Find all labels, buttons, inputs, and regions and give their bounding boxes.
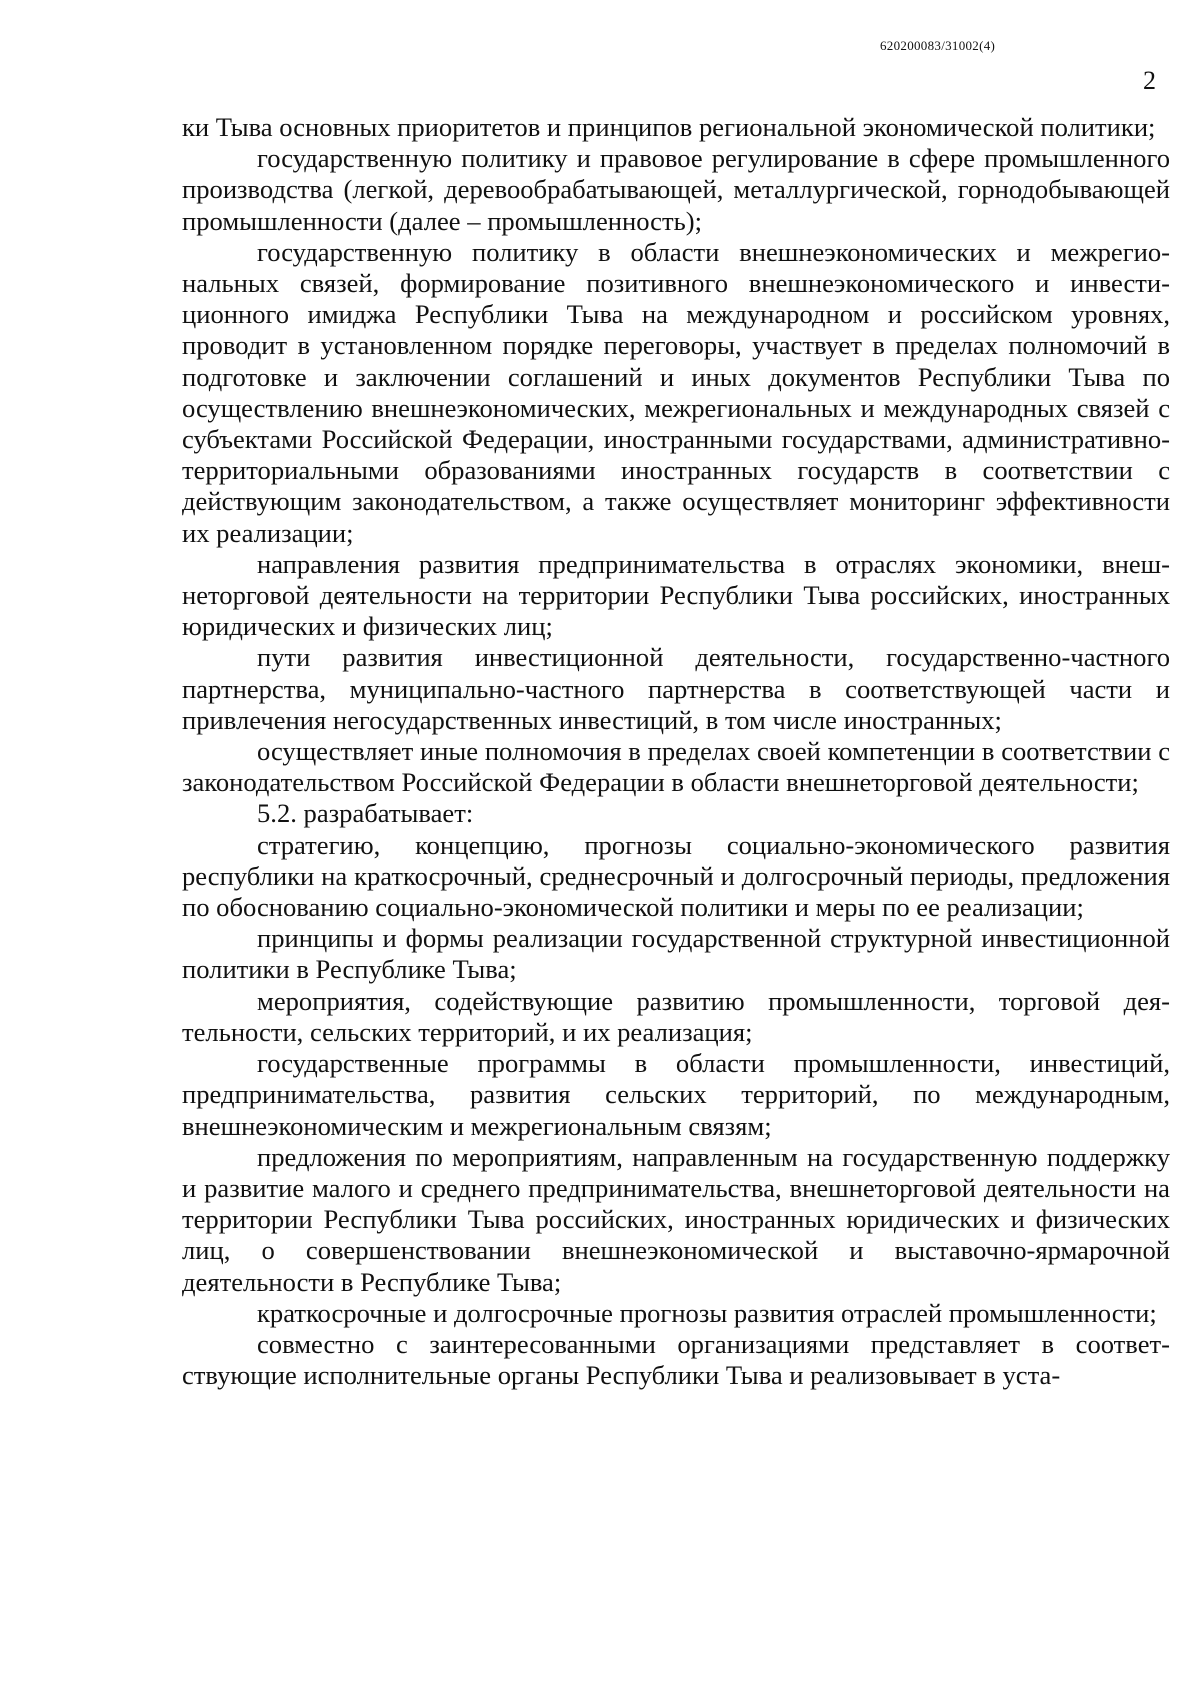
paragraph-1: ки Тыва основных приоритетов и принципов региональной экономической политики;: [182, 112, 1156, 142]
paragraph-5: пути развития инвестиционной деятельности, государственно-частного партнерства, муниципально-частного партнерства в соответствующей части и привлечения негосударственных инвестиций, в том числе иностранных;: [182, 642, 1170, 735]
paragraph-13: краткосрочные и долгосрочные прогнозы развития отраслей промышленности;: [257, 1297, 1157, 1328]
paragraph-2: государственную политику и правовое регулирование в сфере промышленного производства (легкой, деревообрабатывающей, металлургической, горнодобывающей промышленности (далее – промышленность);: [182, 143, 1170, 236]
document-body: [182, 112, 1170, 1391]
paragraph-11: государственные программы в области промышленности, инвестиций, предпринимательства, развития сельских территорий, по международным, внешнеэкономическим и межрегиональным связям;: [182, 1048, 1170, 1141]
paragraph-10: мероприятия, содействующие развитию промышленности, торговой деятельности, сельских территорий, и их реализация;: [182, 985, 1170, 1047]
paragraph-14: совместно с заинтересованными организациями представляет в соответствующие исполнительные органы Республики Тыва и реализовывает в уста-: [182, 1328, 1170, 1391]
paragraph-9: принципы и формы реализации государственной структурной инвестиционной политики в Республике Тыва;: [182, 923, 1170, 985]
document-id: 620200083/31002(4): [880, 38, 996, 53]
paragraph-8: стратегию, концепцию, прогнозы социально-экономического развития республики на краткосрочный, среднесрочный и долгосрочный периоды, предложения по обоснованию социально-экономической политики и меры по ее реализации;: [182, 829, 1170, 923]
paragraph-12: предложения по мероприятиям, направленным на государственную поддержку и развитие малого и среднего предпринимательства, внешнеторговой деятельности на территории Республики Тыва российских, иностранных юридических и физических лиц, о совершенствовании внешнеэкономической и выставочно-ярмарочной деятельности в Республике Тыва;: [182, 1141, 1170, 1297]
section-heading-5-2: 5.2. разрабатывает:: [257, 798, 474, 829]
paragraph-4: направления развития предпринимательства в отраслях экономики, внешнеторговой деятельности на территории Республики Тыва российских, иностранных юридических и физических лиц;: [182, 548, 1170, 642]
paragraph-3: государственную политику в области внешнеэкономических и межрегиональных связей, формирование позитивного внешнеэкономического и инвестиционного имиджа Республики Тыва на международном и российском уровнях, проводит в установленном порядке переговоры, участвует в пределах полномочий в подготовке и заключении соглашений и иных документов Республики Тыва по осуществлению внешнеэкономических, межрегиональных и международных связей с субъектами Российской Федерации, иностранными государствами, административно-территориальными образованиями иностранных государств в соответствии с действующим законодательством, а также осуществляет мониторинг эффективности их реализации;: [182, 236, 1170, 548]
paragraph-6: осуществляет иные полномочия в пределах своей компетенции в соответствии с законодательством Российской Федерации в области внешнеторговой деятельности;: [182, 736, 1170, 798]
page-number: 2: [1143, 66, 1156, 95]
